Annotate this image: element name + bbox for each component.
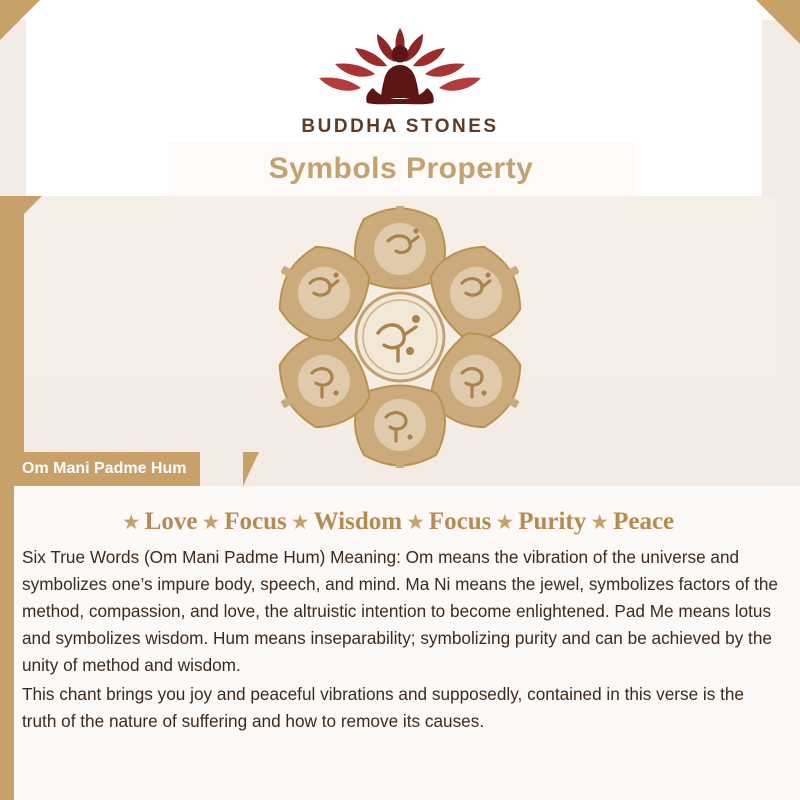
brand-logo [0,18,800,138]
keyword-focus-1: Focus [224,508,287,535]
description-paragraph-1: Six True Words (Om Mani Padme Hum) Meaning: Om means the vibration of the universe and symbolizes one’s impure body, speech, and mind. Ma Ni means the jewel, symbolizes factors of the method, compassion, and love, the altruistic intention to become enlightened. Pad Me means lotus and symbolizes wisdom. Hum means inseparability; symbolizing purity and can be achieved by the unity of method and wisdom. [22,547,778,675]
page-title: Symbols Property [268,152,534,185]
star-icon: ★ [121,510,141,534]
symbol-tag-label: Om Mani Padme Hum [22,460,187,477]
keyword-love: Love [144,508,198,535]
om-mani-padme-hum-lotus-mandala-icon [250,206,550,468]
symbol-graphic [0,206,800,473]
star-icon: ★ [201,510,221,534]
keyword-wisdom: Wisdom [313,508,403,535]
page-title-bar [168,142,634,196]
symbol-tag-tail [243,452,259,486]
keyword-peace: Peace [613,508,675,535]
description-text [22,544,782,735]
description-paragraph-2: This chant brings you joy and peaceful vibrations and supposedly, contained in this verse is the truth of the nature of suffering and how to remove its causes. [22,684,744,731]
star-icon: ★ [495,510,515,534]
keyword-purity: Purity [518,508,587,535]
star-icon: ★ [406,510,425,534]
star-icon: ★ [290,510,310,534]
keyword-focus-2: Focus [428,508,492,535]
keyword-list [0,508,800,536]
lotus-meditation-figure-icon [305,18,495,114]
brand-name: BUDDHA STONES [301,116,499,137]
symbol-tag [0,452,200,486]
top-white-strip [0,0,800,20]
star-icon: ★ [590,510,610,534]
